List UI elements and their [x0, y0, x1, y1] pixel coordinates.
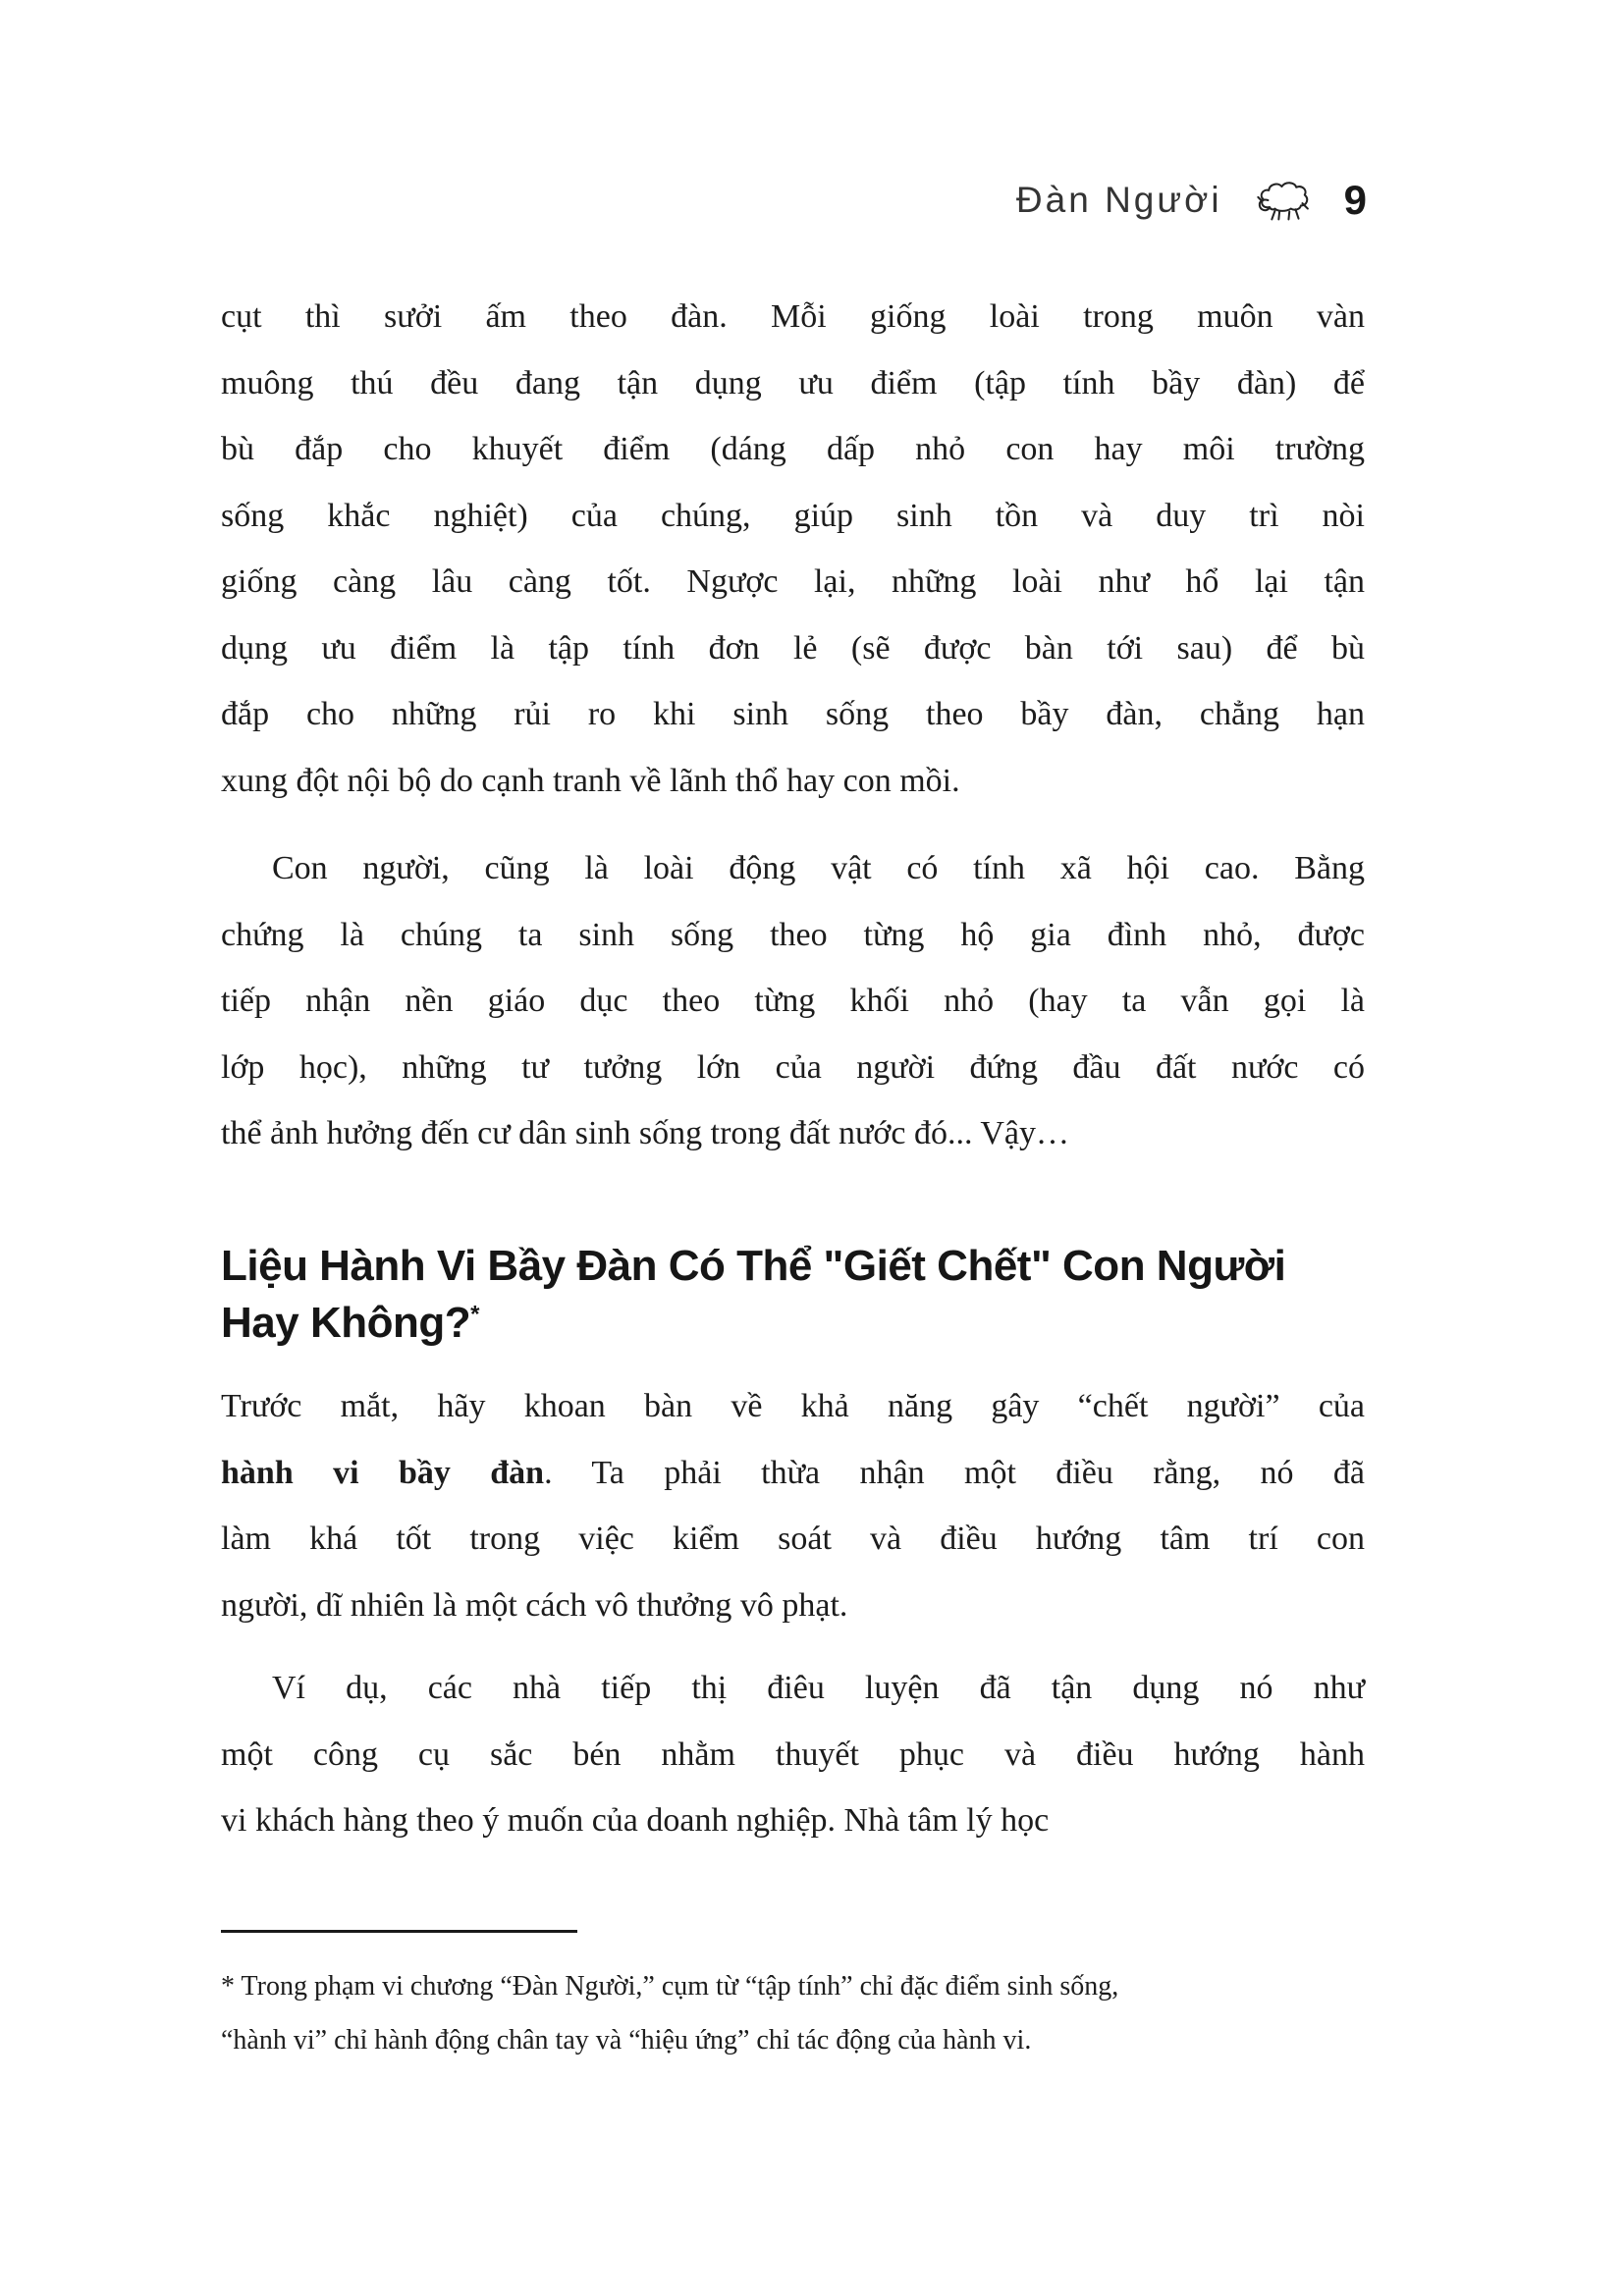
text-segment: cụt thì sưởi ấm theo đàn. Mỗi giống loài trong muôn vàn — [221, 298, 1365, 335]
text-segment: muông thú đều đang tận dụng ưu điểm (tập tính bầy đàn) để — [221, 364, 1365, 401]
text-segment: Hay Không? — [221, 1299, 471, 1347]
text-segment: xung đột nội bộ do cạnh tranh về lãnh thổ hay con mồi. — [221, 762, 960, 799]
text-line — [221, 416, 1365, 483]
text-segment: giống càng lâu càng tốt. Ngược lại, những loài như hổ lại tận — [221, 563, 1365, 600]
paragraph-1 — [221, 284, 1365, 814]
text-line — [221, 1238, 1365, 1295]
text-segment: Ví dụ, các nhà tiếp thị điêu luyện đã tận dụng nó như — [272, 1670, 1365, 1706]
footnote-marker: * — [470, 1301, 479, 1328]
text-line — [221, 968, 1365, 1035]
text-segment: làm khá tốt trong việc kiểm soát và điều hướng tâm trí con — [221, 1521, 1365, 1557]
text-segment: tiếp nhận nền giáo dục theo từng khối nhỏ (hay ta vẫn gọi là — [221, 983, 1365, 1019]
text-line — [221, 1506, 1365, 1573]
sheep-icon — [1256, 180, 1311, 221]
text-segment: Trước mắt, hãy khoan bàn về khả năng gây “chết người” của — [221, 1388, 1365, 1424]
section-heading — [221, 1238, 1365, 1352]
text-line — [221, 1440, 1365, 1507]
paragraph-4 — [221, 1655, 1365, 1854]
text-line — [221, 1295, 1365, 1352]
paragraph-3 — [221, 1373, 1365, 1638]
footnote-rule — [221, 1930, 577, 1933]
text-segment: một công cụ sắc bén nhằm thuyết phục và điều hướng hành — [221, 1735, 1365, 1773]
text-segment: chứng là chúng ta sinh sống theo từng hộ gia đình nhỏ, được — [221, 916, 1365, 953]
text-line — [221, 1035, 1365, 1101]
text-line — [221, 835, 1365, 902]
text-segment: Liệu Hành Vi Bầy Đàn Có Thể "Giết Chết" Con Người — [221, 1242, 1286, 1290]
text-segment: * Trong phạm vi chương “Đàn Người,” cụm từ “tập tính” chỉ đặc điểm sinh sống, — [221, 1971, 1119, 2002]
text-segment: Con người, cũng là loài động vật có tính xã hội cao. Bằng — [272, 850, 1365, 886]
footnote — [221, 1959, 1365, 2067]
text-line — [221, 350, 1365, 417]
text-line — [221, 1788, 1365, 1854]
text-segment: vi khách hàng theo ý muốn của doanh nghiệp. Nhà tâm lý học — [221, 1802, 1050, 1839]
page-number: 9 — [1343, 177, 1367, 223]
running-header — [1016, 175, 1367, 226]
text-segment: “hành vi” chỉ hành động chân tay và “hiệu ứng” chỉ tác động của hành vi. — [221, 2025, 1032, 2056]
text-line — [221, 483, 1365, 550]
text-segment: sống khắc nghiệt) của chúng, giúp sinh tồn và duy trì nòi — [221, 497, 1365, 534]
text-line — [221, 284, 1365, 350]
text-segment: bù đắp cho khuyết điểm (dáng dấp nhỏ con hay môi trường — [221, 431, 1365, 467]
text-line — [221, 681, 1365, 748]
text-segment: . Ta phải thừa nhận một điều rằng, nó đã — [544, 1454, 1365, 1491]
text-segment: dụng ưu điểm là tập tính đơn lẻ (sẽ được bàn tới sau) để bù — [221, 629, 1365, 667]
text-segment: đắp cho những rủi ro khi sinh sống theo bầy đàn, chẳng hạn — [221, 696, 1365, 732]
text-line — [221, 1959, 1365, 2013]
text-line — [221, 1655, 1365, 1722]
bold-text: hành vi bầy đàn — [221, 1454, 545, 1491]
text-segment: lớp học), những tư tưởng lớn của người đứng đầu đất nước có — [221, 1048, 1365, 1086]
text-line — [221, 615, 1365, 682]
text-segment: thể ảnh hưởng đến cư dân sinh sống trong đất nước đó... Vậy… — [221, 1115, 1069, 1151]
text-line — [221, 902, 1365, 969]
text-line — [221, 549, 1365, 615]
paragraph-2 — [221, 835, 1365, 1167]
text-line — [221, 1573, 1365, 1639]
text-line — [221, 1100, 1365, 1167]
text-line — [221, 748, 1365, 815]
text-line — [221, 2013, 1365, 2067]
text-line — [221, 1373, 1365, 1440]
text-segment: người, dĩ nhiên là một cách vô thưởng vô phạt. — [221, 1586, 848, 1624]
text-line — [221, 1722, 1365, 1789]
chapter-title: Đàn Người — [1015, 180, 1222, 220]
